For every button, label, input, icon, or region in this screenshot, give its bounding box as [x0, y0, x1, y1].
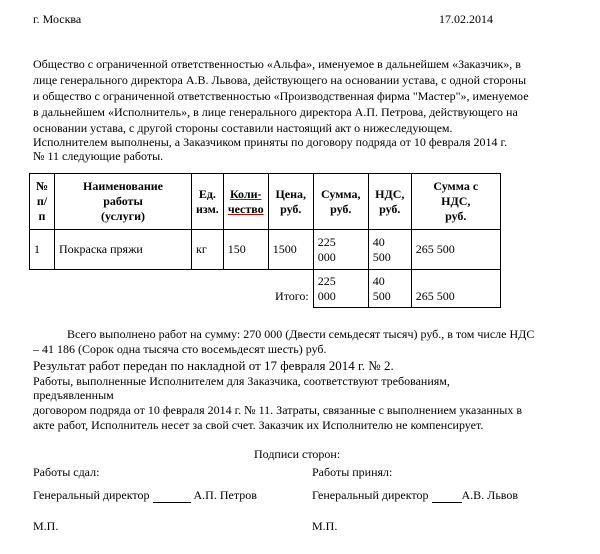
- left-signature-line: [33, 488, 257, 503]
- compliance-line: Работы, выполненные Исполнителем для Заказчика, соответствуют требованиям,: [33, 374, 450, 388]
- intro-line: Общество с ограниченной ответственностью «Альфа», именуемое в дальнейшем «Заказчик», в: [33, 57, 521, 71]
- row-total: 265 500: [411, 230, 500, 270]
- totals-total: 265 500: [411, 270, 500, 308]
- col-price-header: Цена, руб.: [268, 174, 313, 230]
- left-signer-role: Генеральный директор: [33, 488, 150, 502]
- right-heading: Работы принял:: [312, 465, 393, 479]
- compliance-line: предъявленным: [33, 388, 114, 402]
- works-table: [29, 173, 501, 308]
- intro-line: Исполнителем выполнены, а Заказчиком приняты по договору подряда от 10 февраля 2014 г.: [33, 135, 508, 149]
- col-unit-header: Ед. изм.: [192, 174, 224, 230]
- row-name: Покраска пряжи: [55, 230, 192, 270]
- col-qty-header: Коли- чество: [223, 174, 268, 230]
- totals-sum: 225 000: [313, 270, 368, 308]
- row-qty: 150: [223, 230, 268, 270]
- col-num-header: № п/п: [30, 174, 55, 230]
- row-unit: кг: [192, 230, 224, 270]
- vat-amount-line: – 41 186 (Сорок одна тысяча сто восемьдесят шесть) руб.: [33, 342, 327, 356]
- right-signer-name: А.В. Львов: [461, 488, 519, 502]
- right-stamp: М.П.: [312, 519, 338, 533]
- row-sum: 225 000: [313, 230, 368, 270]
- document-date: 17.02.2014: [439, 12, 493, 26]
- left-heading: Работы сдал:: [33, 465, 100, 479]
- totals-row: [30, 270, 501, 308]
- totals-vat: 40 500: [368, 270, 411, 308]
- total-amount-line: Всего выполнено работ на сумму: 270 000 (Двести семьдесят тысяч) руб., в том числе НДС: [67, 327, 535, 341]
- intro-line: № 11 следующие работы.: [33, 149, 164, 163]
- col-sum-header: Сумма, руб.: [313, 174, 368, 230]
- row-num: 1: [30, 230, 55, 270]
- signature-blank: [432, 491, 462, 503]
- intro-line: основании устава, с другой стороны составили настоящий акт о нижеследующем.: [33, 121, 453, 135]
- compliance-line: договором подряда от 10 февраля 2014 г. № 11. Затраты, связанные с выполнением указанных в: [33, 403, 522, 417]
- result-line: Результат работ передан по накладной от 17 февраля 2014 г. № 2.: [33, 358, 394, 373]
- row-price: 1500: [268, 230, 313, 270]
- compliance-line: акте работ, Исполнитель несет за свой счет. Заказчик их Исполнителю не компенсирует.: [33, 418, 484, 432]
- row-vat: 40 500: [368, 230, 411, 270]
- signatures-title: Подписи сторон:: [254, 447, 341, 461]
- city: г. Москва: [33, 12, 82, 26]
- intro-line: в дальнейшем «Исполнитель», в лице генерального директора А.П. Петрова, действующего на: [33, 105, 518, 119]
- signature-blank: [153, 491, 191, 503]
- col-vat-header: НДС, руб.: [368, 174, 411, 230]
- col-total-header: Сумма с НДС, руб.: [411, 174, 500, 230]
- right-signer-role: Генеральный директор: [312, 488, 429, 502]
- intro-line: лице генерального директора А.В. Львова, действующего на основании устава, с одной стороны: [33, 73, 527, 87]
- col-name-header: Наименование работы (услуги): [55, 174, 192, 230]
- totals-label: Итого:: [275, 288, 309, 303]
- right-signature-line: [312, 488, 518, 503]
- left-stamp: М.П.: [33, 519, 59, 533]
- table-header-row: [30, 174, 501, 230]
- intro-line: и общество с ограниченной ответственностью «Производственная фирма "Мастер"», именуемое: [33, 89, 529, 103]
- table-row: [30, 230, 501, 270]
- left-signer-name: А.П. Петров: [193, 488, 257, 502]
